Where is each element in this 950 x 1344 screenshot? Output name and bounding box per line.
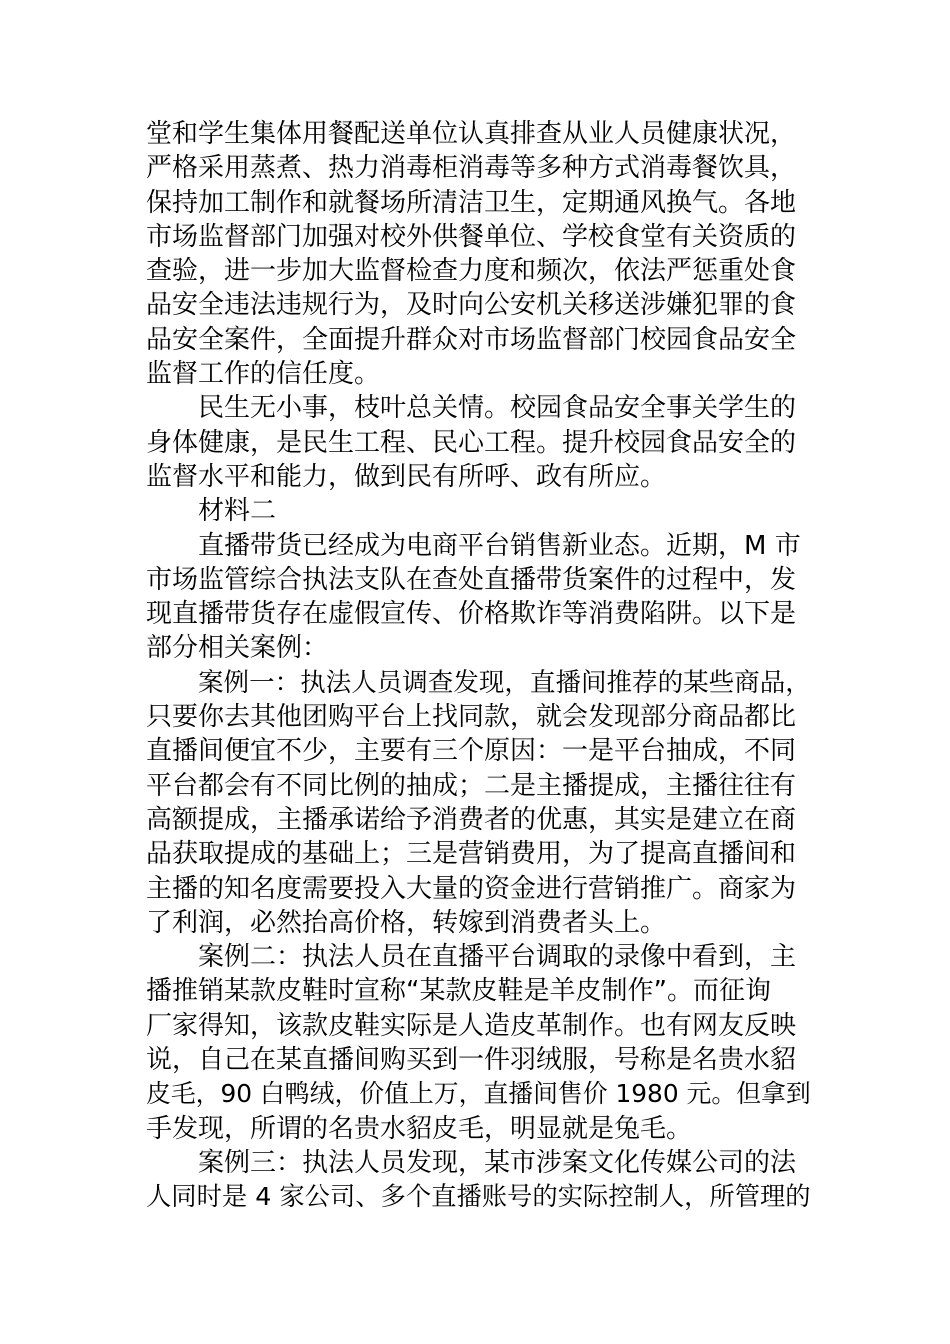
text-line: 主播的知名度需要投入大量的资金进行营销推广。商家为 [146, 873, 797, 904]
paragraph-start-line: 案例三：执法人员发现，某市涉案文化传媒公司的法 [198, 1147, 797, 1178]
text-line: 身体健康，是民生工程、民心工程。提升校园食品安全的 [146, 427, 797, 458]
text-line: 厂家得知，该款皮鞋实际是人造皮革制作。也有网友反映 [146, 1010, 797, 1041]
text-line: 了利润，必然抬高价格，转嫁到消费者头上。 [146, 907, 667, 938]
text-line: 品获取提成的基础上；三是营销费用，为了提高直播间和 [146, 839, 797, 870]
text-line: 人同时是 4 家公司、多个直播账号的实际控制人，所管理的 [146, 1182, 811, 1212]
paragraph-start-line: 民生无小事，枝叶总关情。校园食品安全事关学生的 [198, 393, 797, 424]
paragraph-start-line: 直播带货已经成为电商平台销售新业态。近期，M 市 [198, 530, 801, 561]
text-line: 堂和学生集体用餐配送单位认真排查从业人员健康状况， [146, 119, 797, 149]
text-line: 品安全违法违规行为，及时向公安机关移送涉嫌犯罪的食 [146, 290, 797, 321]
text-line: 说，自己在某直播间购买到一件羽绒服，号称是名贵水貂 [146, 1045, 797, 1076]
text-line: 品安全案件，全面提升群众对市场监督部门校园食品安全 [146, 324, 797, 355]
paragraph-start-line: 案例二：执法人员在直播平台调取的录像中看到，主 [198, 942, 797, 973]
text-line: 只要你去其他团购平台上找同款，就会发现部分商品都比 [146, 702, 797, 733]
text-line: 市场监督部门加强对校外供餐单位、学校食堂有关资质的 [146, 221, 797, 252]
document-body [146, 117, 811, 1215]
text-line: 查验，进一步加大监督检查力度和频次，依法严惩重处食 [146, 256, 797, 287]
paragraph-start-line: 材料二 [198, 496, 277, 527]
text-line: 监督工作的信任度。 [146, 359, 381, 390]
text-line: 播推销某款皮鞋时宣称“某款皮鞋是羊皮制作”。而征询 [146, 976, 771, 1007]
text-line: 严格采用蒸煮、热力消毒柜消毒等多种方式消毒餐饮具， [146, 153, 797, 184]
text-line: 现直播带货存在虚假宣传、价格欺诈等消费陷阱。以下是 [146, 599, 797, 630]
text-line: 皮毛，90 白鸭绒，价值上万，直播间售价 1980 元。但拿到 [146, 1079, 811, 1109]
text-line: 高额提成，主播承诺给予消费者的优惠，其实是建立在商 [146, 804, 797, 835]
text-line: 市场监管综合执法支队在查处直播带货案件的过程中，发 [146, 564, 797, 595]
text-line: 平台都会有不同比例的抽成；二是主播提成，主播往往有 [146, 770, 797, 801]
paragraph-start-line: 案例一：执法人员调查发现，直播间推荐的某些商品， [198, 667, 811, 698]
text-line: 监督水平和能力，做到民有所呼、政有所应。 [146, 461, 667, 492]
text-line: 保持加工制作和就餐场所清洁卫生，定期通风换气。各地 [146, 187, 797, 218]
text-line: 部分相关案例： [146, 633, 329, 664]
text-line: 手发现，所谓的名贵水貂皮毛，明显就是兔毛。 [146, 1113, 693, 1144]
text-line: 直播间便宜不少，主要有三个原因：一是平台抽成，不同 [146, 736, 797, 767]
